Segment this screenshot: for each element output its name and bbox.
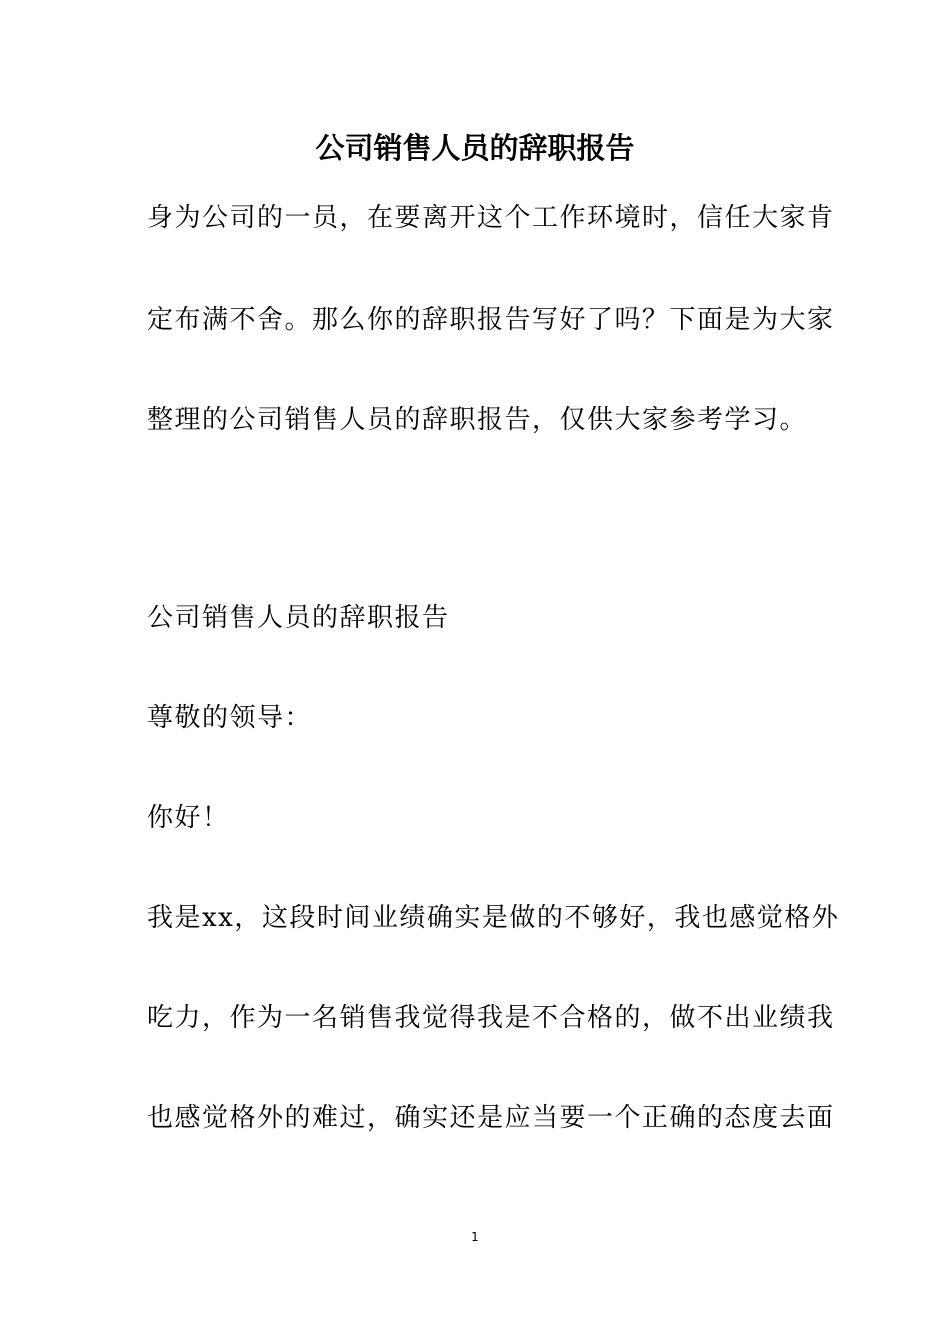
body-subtitle: 公司销售人员的辞职报告 [147,603,450,633]
intro-line-2: 定布满不舍。那么你的辞职报告写好了吗？下面是为大家 [147,305,835,335]
greeting: 你好！ [147,803,230,833]
intro-line-1: 身为公司的一员，在要离开这个工作环境时，信任大家肯 [147,203,835,233]
document-title: 公司销售人员的辞职报告 [315,131,635,165]
intro-line-3: 整理的公司销售人员的辞职报告，仅供大家参考学习。 [147,405,808,435]
page-number: 1 [471,1230,479,1244]
salutation: 尊敬的领导： [147,703,313,733]
paragraph-line-1: 我是xx，这段时间业绩确实是做的不够好，我也感觉格外 [147,903,840,933]
paragraph-line-2: 吃力，作为一名销售我觉得我是不合格的，做不出业绩我 [147,1003,835,1033]
paragraph-line-3: 也感觉格外的难过，确实还是应当要一个正确的态度去面 [147,1103,835,1133]
